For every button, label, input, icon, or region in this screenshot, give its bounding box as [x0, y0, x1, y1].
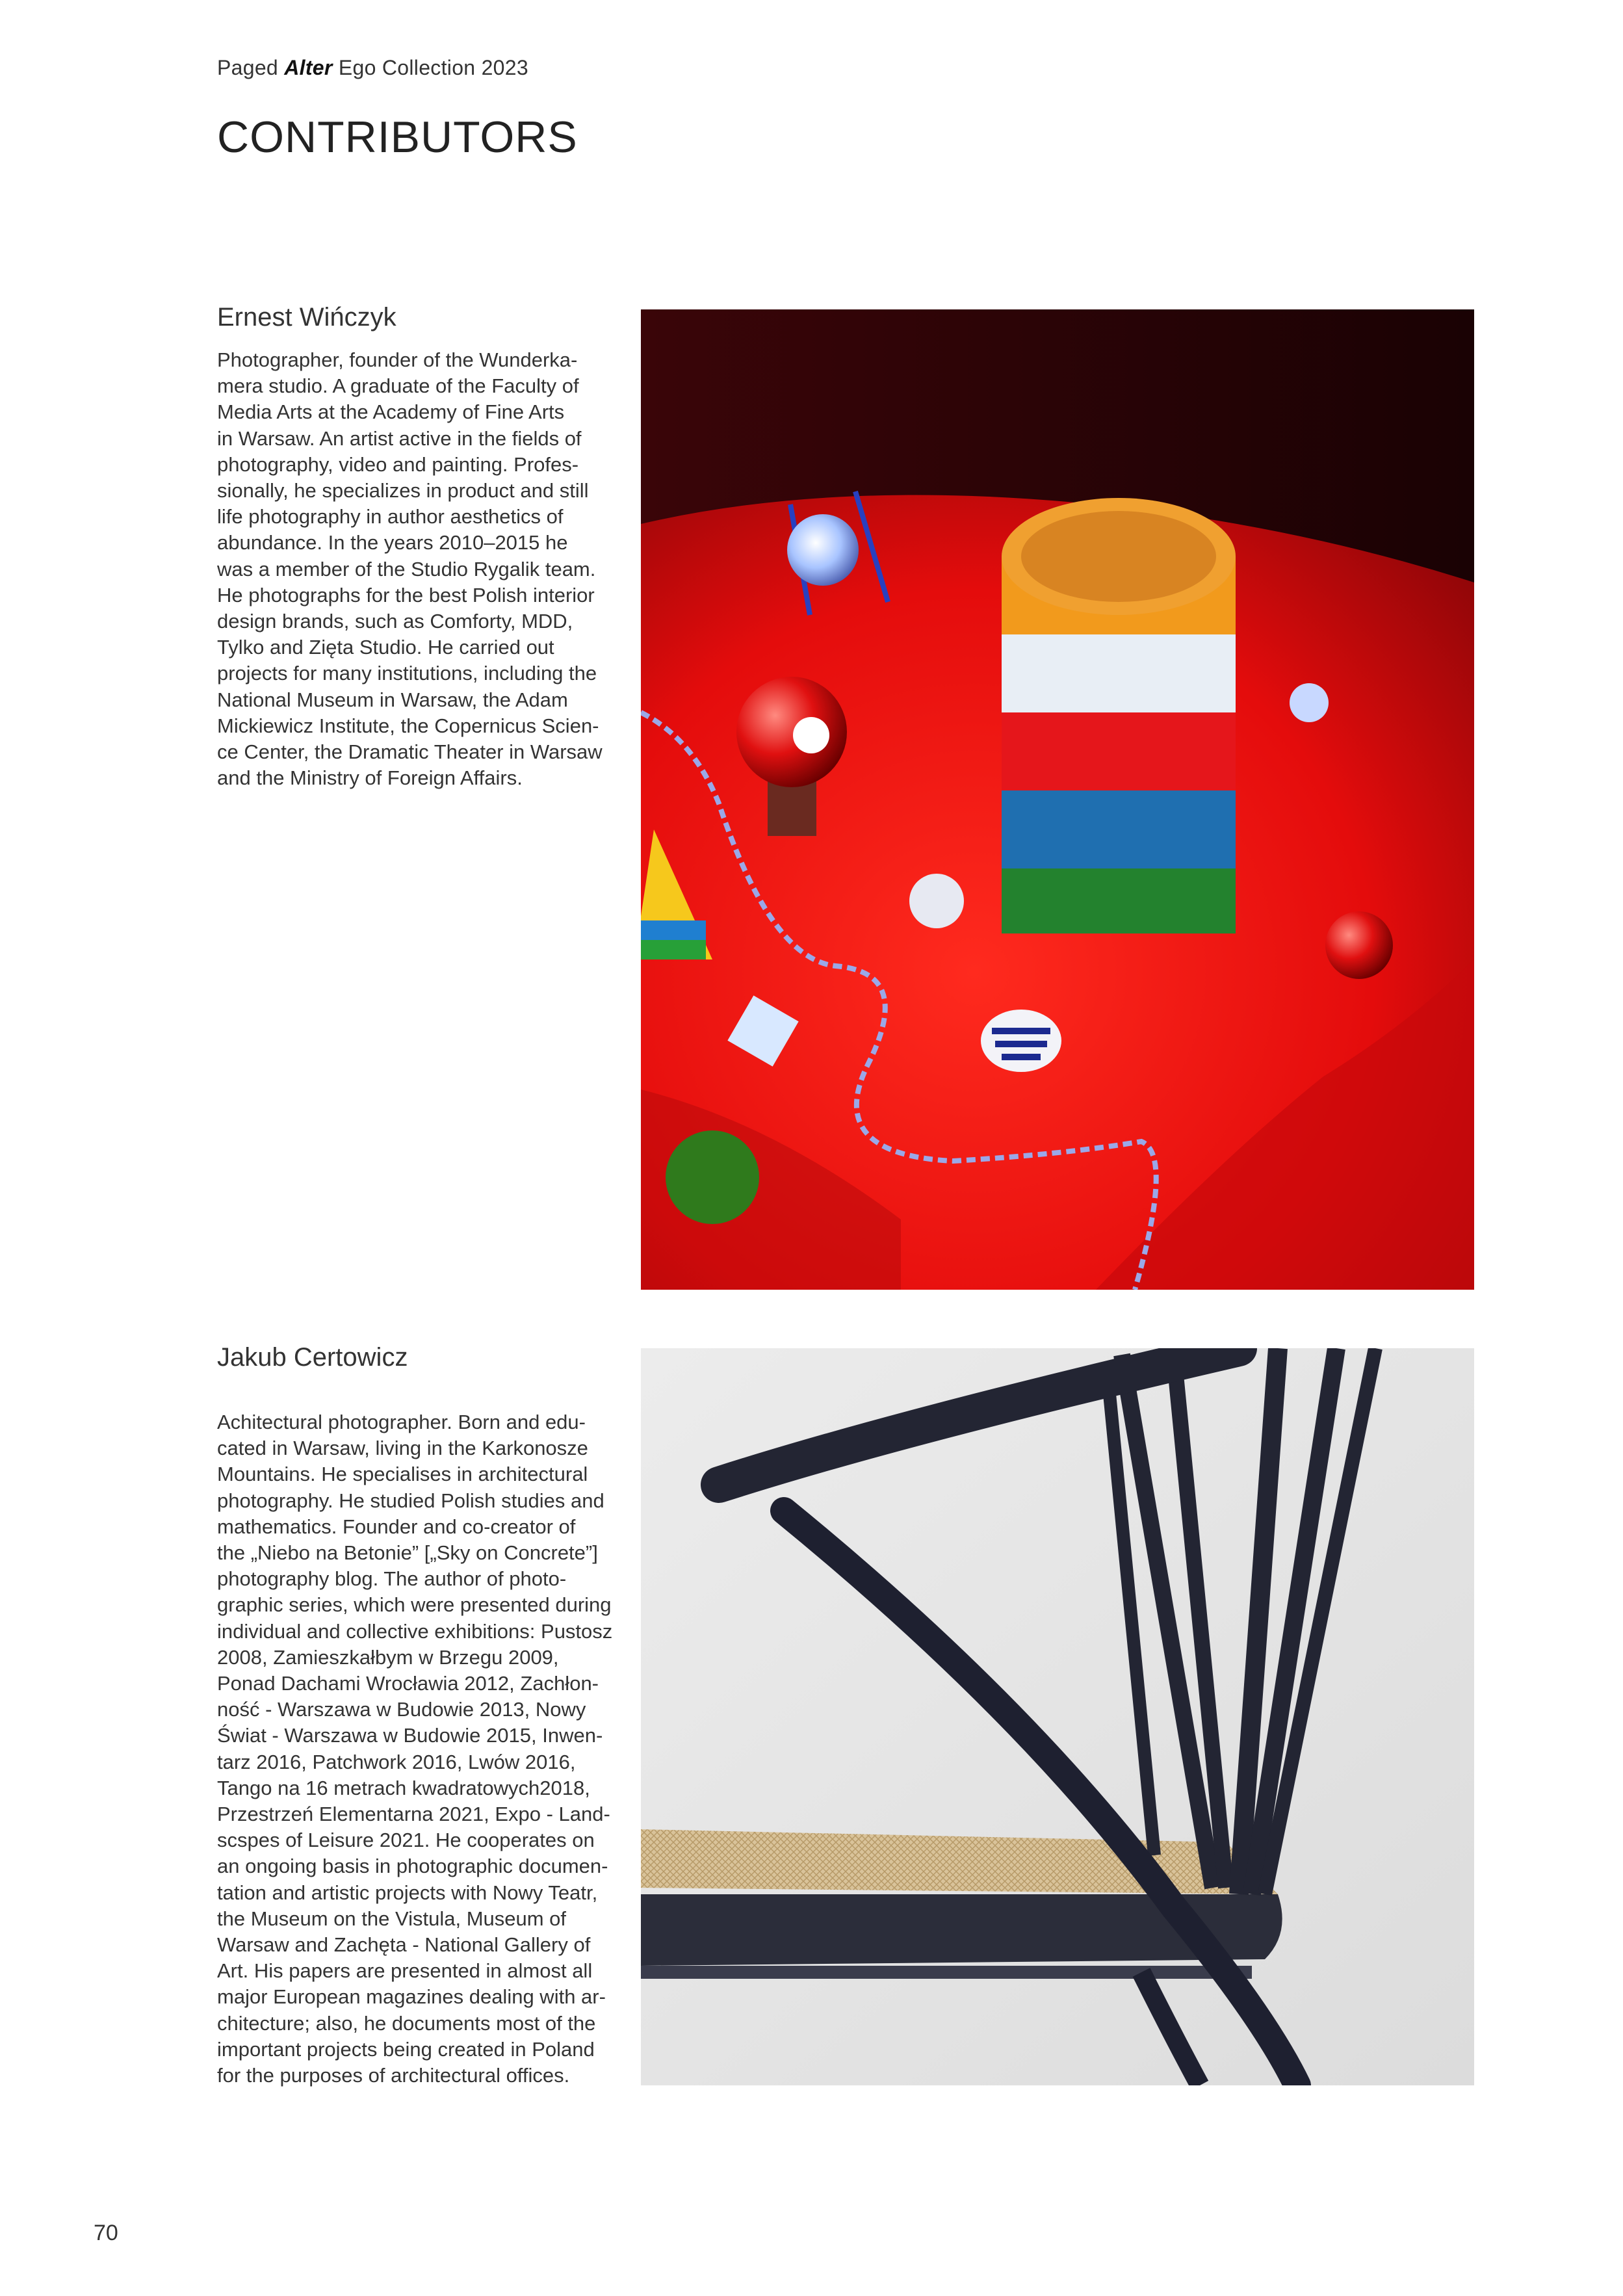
bio-line: photography, video and painting. Profes- [217, 452, 579, 476]
header-suffix: Ego Collection 2023 [338, 56, 528, 79]
bio-line: Warsaw and Zachęta - National Gallery of [217, 1933, 591, 1957]
header-accent: Alter [284, 56, 333, 79]
bio-line: ce Center, the Dramatic Theater in Warsaw [217, 740, 603, 764]
bio-line: scspes of Leisure 2021. He cooperates on [217, 1829, 595, 1852]
header-prefix: Paged [217, 56, 279, 79]
bio-line: an ongoing basis in photographic documen- [217, 1855, 608, 1878]
contributor-name: Jakub Certowicz [217, 1343, 408, 1372]
bio-line: Przestrzeń Elementarna 2021, Expo - Land- [217, 1803, 610, 1826]
contributor-bio [217, 1409, 627, 2089]
bio-line: in Warsaw. An artist active in the fields of [217, 426, 582, 450]
bio-line: individual and collective exhibitions: Pustosz [217, 1619, 613, 1643]
page-number: 70 [94, 2221, 118, 2245]
bio-line: tation and artistic projects with Nowy Teatr, [217, 1881, 598, 1904]
bio-line: Media Arts at the Academy of Fine Arts [217, 400, 565, 424]
bio-line: Art. His papers are presented in almost all [217, 1959, 593, 1983]
bio-line: photography blog. The author of photo- [217, 1567, 567, 1591]
bio-line: important projects being created in Poland [217, 2037, 595, 2061]
bio-line: abundance. In the years 2010–2015 he [217, 531, 568, 554]
bio-line: was a member of the Studio Rygalik team. [217, 557, 596, 581]
bio-line: Świat - Warszawa w Budowie 2015, Inwen- [217, 1724, 603, 1747]
bio-line: mera studio. A graduate of the Faculty of [217, 374, 579, 398]
bio-line: Mickiewicz Institute, the Copernicus Scien- [217, 714, 599, 737]
page-title: CONTRIBUTORS [217, 112, 578, 162]
bio-line: tarz 2016, Patchwork 2016, Lwów 2016, [217, 1750, 576, 1773]
bio-line: Tylko and Zięta Studio. He carried out [217, 636, 554, 659]
bio-line: cated in Warsaw, living in the Karkonosze [217, 1437, 588, 1460]
bio-line: Tango na 16 metrach kwadratowych2018, [217, 1776, 590, 1799]
bio-line: and the Ministry of Foreign Affairs. [217, 766, 523, 790]
bio-line: National Museum in Warsaw, the Adam [217, 688, 568, 711]
bio-line: chitecture; also, he documents most of the [217, 2011, 596, 2035]
contributor-bio [217, 347, 627, 791]
bio-line: He photographs for the best Polish interior [217, 583, 595, 607]
bio-line: Photographer, founder of the Wunderka- [217, 348, 578, 371]
bio-line: the „Niebo na Betonie” [„Sky on Concrete”] [217, 1541, 598, 1565]
running-header [217, 56, 528, 80]
bio-line: for the purposes of architectural offices. [217, 2064, 570, 2087]
bio-line: 2008, Zamieszkałbym w Brzegu 2009, [217, 1645, 559, 1669]
chair-photo [641, 1348, 1474, 2085]
still-life-photo [641, 309, 1474, 1290]
bio-line: Mountains. He specialises in architectural [217, 1463, 588, 1486]
bio-line: design brands, such as Comforty, MDD, [217, 610, 573, 633]
bio-line: life photography in author aesthetics of [217, 505, 564, 528]
bio-line: Ponad Dachami Wrocławia 2012, Zachłon- [217, 1672, 599, 1695]
bio-line: projects for many institutions, including the [217, 662, 597, 685]
bio-line: major European magazines dealing with ar- [217, 1985, 606, 2009]
bio-line: Achitectural photographer. Born and edu- [217, 1411, 586, 1433]
bio-line: ność - Warszawa w Budowie 2013, Nowy [217, 1698, 586, 1721]
bio-line: the Museum on the Vistula, Museum of [217, 1907, 567, 1930]
bio-line: photography. He studied Polish studies and [217, 1489, 604, 1512]
contributor-name: Ernest Wińczyk [217, 303, 396, 332]
bio-line: mathematics. Founder and co-creator of [217, 1515, 576, 1538]
bio-line: sionally, he specializes in product and still [217, 479, 589, 502]
bio-line: graphic series, which were presented during [217, 1593, 612, 1617]
